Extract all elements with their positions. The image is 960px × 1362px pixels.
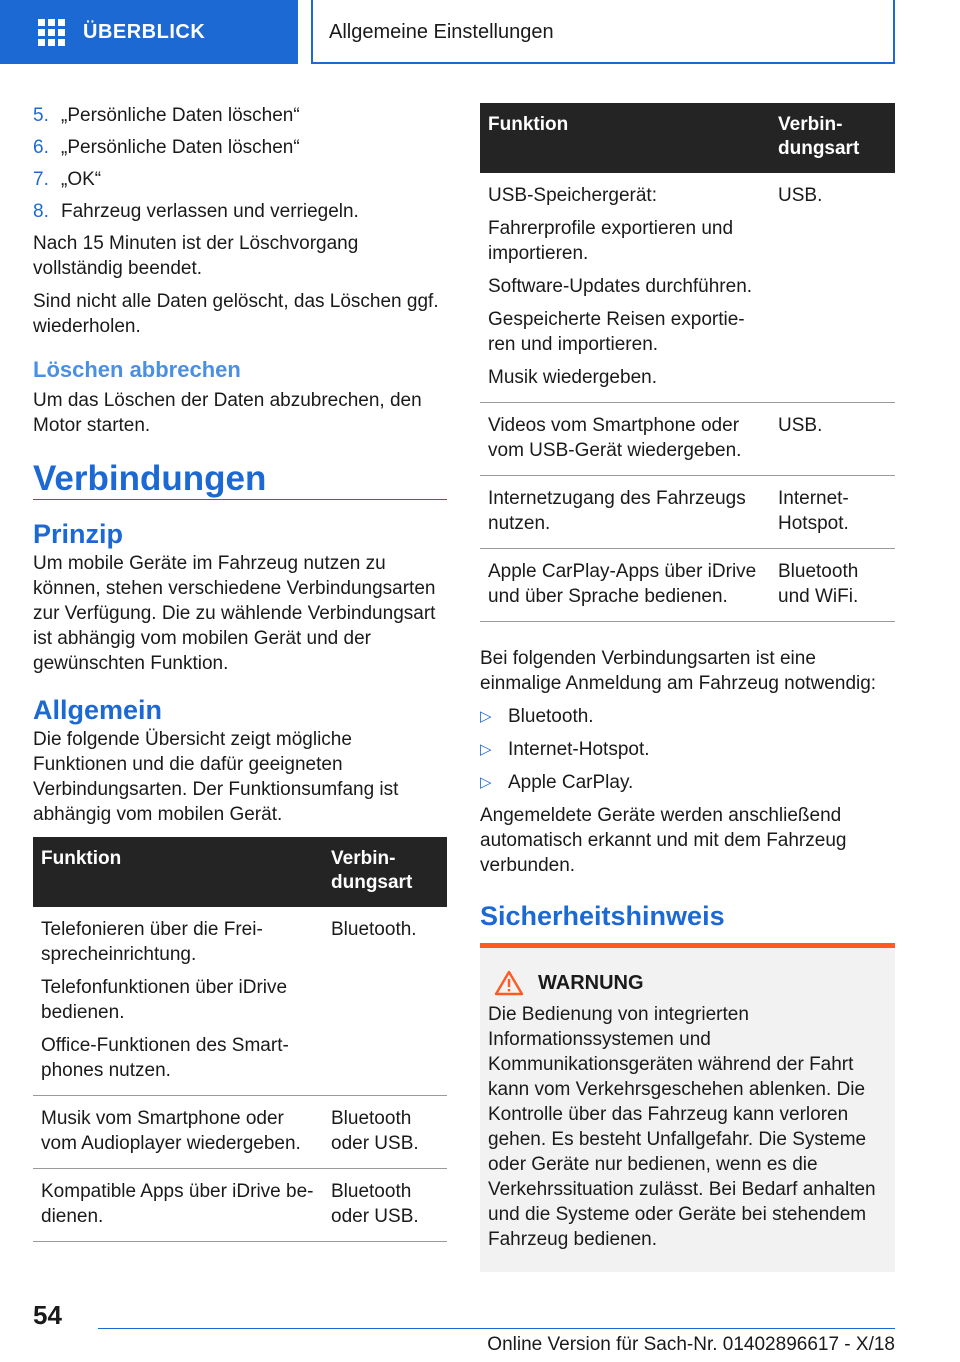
paragraph: Nach 15 Minuten ist der Löschvorgang vollständig beendet. [33, 233, 359, 279]
table-row [480, 173, 895, 403]
general-heading: Allgemein [33, 695, 163, 725]
table-header-row [480, 103, 895, 173]
paragraph: Bei folgenden Verbindungsarten ist eine einmalige Anmeldung am Fahrzeug notwendig: [480, 648, 877, 694]
warning-box [480, 943, 895, 1272]
paragraph: Die folgende Übersicht zeigt mögliche Funktionen und die dafür geeigneten Verbindungsarten. Der Funktionsumfang ist abhängig vom mobilen Gerät. [33, 729, 399, 825]
list-item [480, 704, 895, 729]
triangle-bullet-icon: ▷ [480, 774, 492, 791]
triangle-bullet-icon: ▷ [480, 708, 492, 725]
bullet-text: Bluetooth. [508, 706, 594, 727]
table-cell-text: USB-Speichergerät: [488, 185, 657, 206]
grid-menu-icon [38, 19, 65, 46]
left-column [33, 103, 447, 1242]
page-number: 54 [33, 1300, 62, 1330]
table-cell-text: Musik wiedergeben. [488, 367, 657, 388]
table-row [33, 1169, 447, 1242]
table-row [480, 403, 895, 476]
table-cell-text: Internetzugang des Fahrzeugs nutzen. [488, 488, 746, 534]
table-cell-text: USB. [770, 403, 895, 476]
list-item [33, 167, 447, 192]
warning-text: Die Bedienung von integrierten Informationssystemen und Kommunikationsgeräten während der Fahrt kann vom Verkehrsgeschehen ablenken. Die Kontrolle über das Fahrzeug kann verloren gehen. Es besteht Unfallgefahr. Die Systeme oder Geräte nur bedienen, wenn es die Verkehrssituation zulässt. Bei Bedarf anhalten und die Systeme oder Geräte bei stehendem Fahrzeug bedienen. [488, 1004, 876, 1250]
section-title-tab[interactable] [311, 0, 895, 64]
warning-title-row [488, 970, 887, 996]
table-cell-text: Apple CarPlay-Apps über iDrive und über Sprache bedienen. [488, 561, 757, 607]
function-table [33, 837, 447, 1242]
table-cell-text: Kompatible Apps über iDrive be-dienen. [41, 1181, 314, 1227]
table-row [480, 549, 895, 622]
table-cell-text: Musik vom Smartphone oder vom Audioplayer wiedergeben. [41, 1108, 301, 1154]
step-text: „Persönliche Daten löschen“ [61, 105, 300, 126]
overview-button[interactable] [0, 0, 298, 64]
table-cell-text: Videos vom Smartphone oder vom USB-Gerät wiedergeben. [488, 415, 742, 461]
footer-divider [98, 1328, 895, 1329]
warning-triangle-icon [494, 970, 524, 996]
table-cell-text: Software-Updates durchführen. [488, 276, 753, 297]
table-cell-text: Internet-Hotspot. [770, 476, 895, 549]
warning-title: WARNUNG [538, 971, 644, 994]
paragraph: Sind nicht alle Daten gelöscht, das Löschen ggf. wiederholen. [33, 291, 439, 337]
table-cell-text: Bluetooth und WiFi. [770, 549, 895, 622]
table-cell-text: Fahrerprofile exportieren und importieren. [488, 218, 734, 264]
function-table [480, 103, 895, 622]
principle-heading: Prinzip [33, 519, 124, 549]
paragraph: Angemeldete Geräte werden anschließend automatisch erkannt und mit dem Fahrzeug verbunden. [480, 805, 847, 876]
list-item [480, 737, 895, 762]
bullet-text: Internet-Hotspot. [508, 739, 650, 760]
cancel-heading: Löschen abbrechen [33, 357, 241, 382]
table-cell-text: Bluetooth. [323, 907, 447, 1096]
table-cell-text: Telefonfunktionen über iDrive bedienen. [41, 977, 288, 1023]
triangle-bullet-icon: ▷ [480, 741, 492, 758]
safety-heading: Sicherheitshinweis [480, 901, 725, 931]
step-number: 8. [33, 201, 49, 222]
table-cell-text: Bluetooth oder USB. [323, 1096, 447, 1169]
step-text: Fahrzeug verlassen und verriegeln. [61, 201, 359, 222]
bullet-list [480, 704, 895, 795]
list-item [33, 199, 447, 224]
list-item [33, 135, 447, 160]
step-text: „OK“ [61, 169, 102, 190]
table-cell-text: Gespeicherte Reisen exportie-ren und importieren. [488, 309, 745, 355]
table-row [33, 907, 447, 1096]
step-number: 5. [33, 105, 49, 126]
table-cell-text: Telefonieren über die Frei-sprecheinrichtung. [41, 919, 263, 965]
table-header-row [33, 837, 447, 907]
list-item [33, 103, 447, 128]
table-row [480, 476, 895, 549]
online-version-text: Online Version für Sach-Nr. 01402896617 - X/18 [487, 1334, 895, 1355]
section-title: Allgemeine Einstellungen [329, 20, 554, 43]
column-header: Verbin-dungsart [323, 837, 447, 907]
table-cell-text: Office-Funktionen des Smart-phones nutzen. [41, 1035, 289, 1081]
table-cell-text: USB. [770, 173, 895, 403]
steps-list [33, 103, 447, 224]
right-column [480, 103, 895, 1272]
table-row [33, 1096, 447, 1169]
step-number: 6. [33, 137, 49, 158]
paragraph: Um mobile Geräte im Fahrzeug nutzen zu können, stehen verschiedene Verbindungsarten zur Verfügung. Die zu wählende Verbindungsart ist abhängig vom mobilen Gerät und der gewünschten Funktion. [33, 553, 436, 674]
table-cell-text: Bluetooth oder USB. [323, 1169, 447, 1242]
column-header: Funktion [33, 837, 323, 907]
list-item [480, 770, 895, 795]
step-number: 7. [33, 169, 49, 190]
overview-label: ÜBERBLICK [83, 20, 206, 43]
bullet-text: Apple CarPlay. [508, 772, 634, 793]
step-text: „Persönliche Daten löschen“ [61, 137, 300, 158]
column-header: Verbin-dungsart [770, 103, 895, 173]
column-header: Funktion [480, 103, 770, 173]
paragraph: Um das Löschen der Daten abzubrechen, den Motor starten. [33, 390, 422, 436]
connections-heading: Verbindungen [33, 466, 447, 500]
